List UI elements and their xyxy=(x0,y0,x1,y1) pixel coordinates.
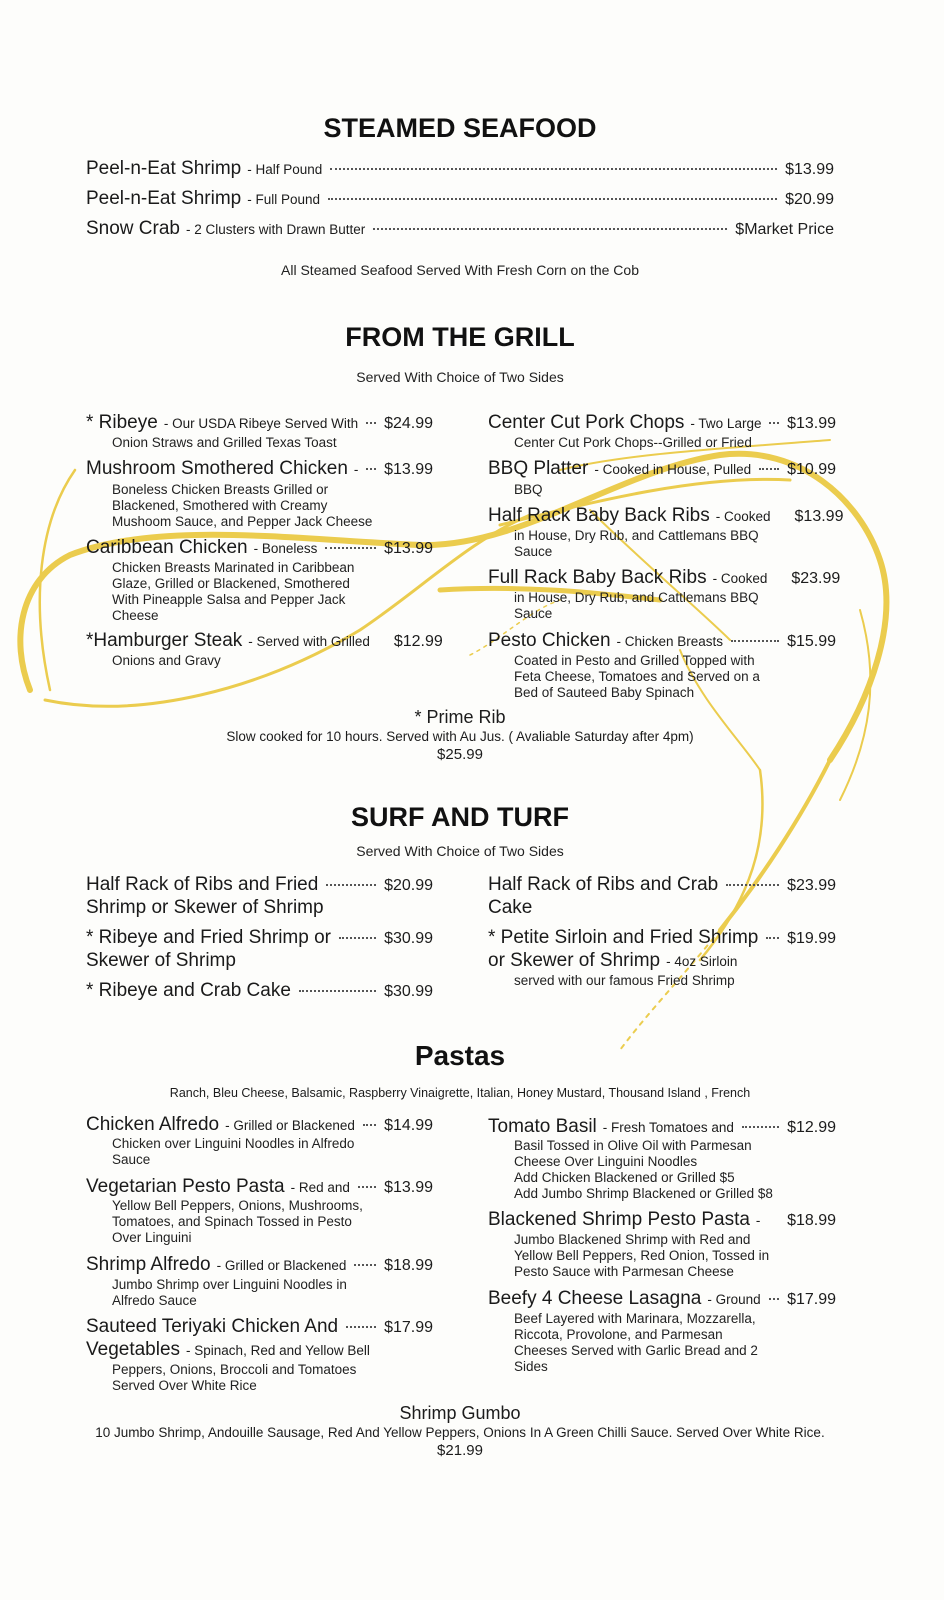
menu-item-ribeye xyxy=(86,412,433,434)
menu-item-mushroom-smothered-chicken xyxy=(86,458,433,480)
dot-leader xyxy=(328,198,777,200)
item-price: $18.99 xyxy=(384,1257,433,1274)
item-desc: - Boneless xyxy=(253,541,318,556)
menu-item-vegetarian-pesto-pasta xyxy=(86,1176,433,1198)
item-desc-line: Sides xyxy=(514,1359,548,1374)
item-desc-line: Sauce xyxy=(514,606,553,621)
item-desc-line: in House, Dry Rub, and Cattlemans BBQ xyxy=(514,528,759,543)
item-price: $17.99 xyxy=(384,1319,433,1336)
prime-rib-price: $25.99 xyxy=(437,746,483,763)
steamed-note: All Steamed Seafood Served With Fresh Corn on the Cob xyxy=(281,262,639,278)
item-desc-line: Sauce xyxy=(514,544,553,559)
item-desc: - Full Pound xyxy=(247,192,321,207)
item-name: Tomato Basil xyxy=(488,1116,597,1137)
item-desc-line: Onions and Gravy xyxy=(112,653,221,668)
item-price: $20.99 xyxy=(384,877,433,894)
item-desc-line: Glaze, Grilled or Blackened, Smothered xyxy=(112,576,350,591)
item-desc-line: Sauce xyxy=(112,1152,151,1167)
item-name: Beefy 4 Cheese Lasagna xyxy=(488,1288,702,1309)
item-name: Center Cut Pork Chops xyxy=(488,412,685,433)
item-name: Blackened Shrimp Pesto Pasta xyxy=(488,1209,750,1230)
item-name: Half Rack of Ribs and Crab xyxy=(488,874,719,895)
item-name-line2 xyxy=(86,1339,370,1361)
section-title-from-the-grill: FROM THE GRILL xyxy=(345,322,575,352)
item-name: Chicken Alfredo xyxy=(86,1114,220,1135)
dressing-options: Ranch, Bleu Cheese, Balsamic, Raspberry Vinaigrette, Italian, Honey Mustard, Thousand Island , French xyxy=(169,1086,751,1100)
item-desc-line: Alfredo Sauce xyxy=(112,1293,197,1308)
prime-rib-desc: Slow cooked for 10 hours. Served with Au Jus. ( Avaliable Saturday after 4pm) xyxy=(226,729,694,744)
item-desc-line: Cheese Over Linguini Noodles xyxy=(514,1154,698,1169)
item-price: $12.99 xyxy=(393,633,443,650)
item-name: Mushroom Smothered Chicken xyxy=(86,458,348,479)
item-desc: - Ground xyxy=(707,1292,761,1307)
item-desc: - 2 Clusters with Drawn Butter xyxy=(186,222,366,237)
menu-item-half-rack-ribs-crab-cake xyxy=(488,874,836,896)
menu-item-shrimp-alfredo xyxy=(86,1254,433,1276)
item-desc-line: Yellow Bell Peppers, Onions, Mushrooms, xyxy=(112,1198,363,1213)
dot-leader xyxy=(769,1298,779,1300)
menu-item-caribbean-chicken xyxy=(86,537,433,559)
menu-item-ribeye-crab-cake xyxy=(86,980,433,1002)
item-name-line2-text: Vegetables xyxy=(86,1339,181,1360)
item-desc: - xyxy=(353,462,359,477)
dot-leader xyxy=(768,1219,779,1221)
menu-item-half-rack-ribs-fried-shrimp xyxy=(86,874,433,896)
menu-item-pesto-chicken xyxy=(488,630,836,652)
item-desc-line: Peppers, Onions, Broccoli and Tomatoes xyxy=(112,1362,357,1377)
menu-item-peel-n-eat-shrimp-full xyxy=(86,188,834,210)
item-desc: - Our USDA Ribeye Served With xyxy=(163,416,359,431)
item-price: $19.99 xyxy=(787,930,836,947)
item-name: Vegetarian Pesto Pasta xyxy=(86,1176,285,1197)
item-name: Shrimp Alfredo xyxy=(86,1254,211,1275)
dot-leader xyxy=(378,640,386,642)
item-price: $13.99 xyxy=(384,1179,433,1196)
menu-item-beefy-4-cheese-lasagna xyxy=(488,1288,836,1310)
item-desc: - Cooked xyxy=(712,571,768,586)
item-desc: - 4oz Sirloin xyxy=(666,954,738,969)
item-price: $15.99 xyxy=(787,633,836,650)
item-desc-line: Beef Layered with Marinara, Mozzarella, xyxy=(514,1311,756,1326)
item-name: Caribbean Chicken xyxy=(86,537,248,558)
menu-item-peel-n-eat-shrimp-half xyxy=(86,158,834,180)
dot-leader xyxy=(779,515,787,517)
item-desc-line: With Pineapple Salsa and Pepper Jack xyxy=(112,592,346,607)
dot-leader xyxy=(325,547,376,549)
dot-leader xyxy=(731,640,779,642)
item-desc: - xyxy=(755,1213,761,1228)
dot-leader xyxy=(366,468,376,470)
item-desc-line: Over Linguini xyxy=(112,1230,192,1245)
item-desc-line: Add Chicken Blackened or Grilled $5 xyxy=(514,1170,735,1185)
item-desc-line: Blackened, Smothered with Creamy xyxy=(112,498,328,513)
item-desc-line: Feta Cheese, Tomatoes and Served on a xyxy=(514,669,760,684)
item-name: Sauteed Teriyaki Chicken And xyxy=(86,1316,339,1337)
item-price: $23.99 xyxy=(787,877,836,894)
shrimp-gumbo-name: Shrimp Gumbo xyxy=(399,1403,521,1423)
menu-item-hamburger-steak xyxy=(86,630,443,652)
item-price: $30.99 xyxy=(384,983,433,1000)
item-desc-line: Mushoom Sauce, and Pepper Jack Cheese xyxy=(112,514,373,529)
item-price: $13.99 xyxy=(785,161,834,178)
dot-leader xyxy=(363,1124,376,1126)
section-subtitle-surf: Served With Choice of Two Sides xyxy=(356,843,564,859)
item-price: $24.99 xyxy=(384,415,433,432)
section-title-surf-and-turf: SURF AND TURF xyxy=(351,802,569,832)
dot-leader xyxy=(766,937,779,939)
item-price: $Market Price xyxy=(735,221,834,238)
dot-leader xyxy=(726,884,779,886)
item-desc: - Grilled or Blackened xyxy=(225,1118,355,1133)
item-name: Peel-n-Eat Shrimp xyxy=(86,188,242,209)
item-name: Snow Crab xyxy=(86,218,180,239)
item-desc-line: Chicken over Linguini Noodles in Alfredo xyxy=(112,1136,355,1151)
item-desc-line: Add Jumbo Shrimp Blackened or Grilled $8 xyxy=(514,1186,773,1201)
item-name: * Ribeye xyxy=(86,412,158,433)
shrimp-gumbo-desc: 10 Jumbo Shrimp, Andouille Sausage, Red And Yellow Peppers, Onions In A Green Chilli Sauce. Served Over White Rice. xyxy=(95,1425,825,1440)
menu-item-chicken-alfredo xyxy=(86,1114,433,1136)
item-name-line2: Cake xyxy=(488,897,533,918)
item-desc-line: Pesto Sauce with Parmesan Cheese xyxy=(514,1264,734,1279)
item-price: $13.99 xyxy=(384,461,433,478)
item-desc-line: served with our famous Fried Shrimp xyxy=(514,973,735,988)
dot-leader xyxy=(299,990,376,992)
dot-leader xyxy=(346,1326,376,1328)
prime-rib-name: * Prime Rib xyxy=(414,707,506,727)
section-title-steamed-seafood: STEAMED SEAFOOD xyxy=(323,113,597,143)
item-desc-line: Jumbo Blackened Shrimp with Red and xyxy=(514,1232,751,1247)
item-desc: - Chicken Breasts xyxy=(616,634,724,649)
item-price: $14.99 xyxy=(384,1117,433,1134)
shrimp-gumbo-price: $21.99 xyxy=(437,1442,483,1459)
item-price: $20.99 xyxy=(785,191,834,208)
item-desc-line: BBQ xyxy=(514,482,543,497)
dot-leader xyxy=(326,884,376,886)
item-name: Full Rack Baby Back Ribs xyxy=(488,567,707,588)
menu-item-petite-sirloin-fried-shrimp xyxy=(488,927,836,949)
menu-item-bbq-platter xyxy=(488,458,836,480)
item-desc: - Grilled or Blackened xyxy=(216,1258,347,1273)
item-desc-line: Yellow Bell Peppers, Red Onion, Tossed in xyxy=(514,1248,770,1263)
item-desc-line: Center Cut Pork Chops--Grilled or Fried xyxy=(514,435,752,450)
item-desc-line: Bed of Sauteed Baby Spinach xyxy=(514,685,695,700)
dot-leader xyxy=(759,468,779,470)
item-desc-line: Basil Tossed in Olive Oil with Parmesan xyxy=(514,1138,752,1153)
menu-item-ribeye-fried-shrimp xyxy=(86,927,433,949)
menu-item-snow-crab xyxy=(86,218,834,240)
item-desc: - Half Pound xyxy=(247,162,323,177)
item-price: $17.99 xyxy=(787,1291,836,1308)
dot-leader xyxy=(775,577,783,579)
section-title-pastas: Pastas xyxy=(414,1040,506,1071)
item-name: * Ribeye and Fried Shrimp or xyxy=(86,927,331,948)
item-desc: - Cooked xyxy=(715,509,771,524)
item-desc-line: in House, Dry Rub, and Cattlemans BBQ xyxy=(514,590,759,605)
item-desc-line: Onion Straws and Grilled Texas Toast xyxy=(112,435,337,450)
item-desc-line: Coated in Pesto and Grilled Topped with xyxy=(514,653,755,668)
item-name: Half Rack Baby Back Ribs xyxy=(488,505,710,526)
menu-item-half-rack-baby-back-ribs xyxy=(488,505,844,527)
item-desc: - Served with Grilled xyxy=(248,634,370,649)
item-desc-line: Cheese xyxy=(112,608,159,623)
item-name: BBQ Platter xyxy=(488,458,589,479)
item-name-line2: Shrimp or Skewer of Shrimp xyxy=(86,897,324,918)
menu-item-center-cut-pork-chops xyxy=(488,412,836,434)
menu-item-tomato-basil xyxy=(488,1116,836,1138)
dot-leader xyxy=(339,937,376,939)
item-desc: - Red and xyxy=(290,1180,350,1195)
item-desc: - Spinach, Red and Yellow Bell xyxy=(186,1343,370,1358)
section-subtitle-grill: Served With Choice of Two Sides xyxy=(356,369,564,385)
item-desc-line: Served Over White Rice xyxy=(112,1378,257,1393)
menu-item-sauteed-teriyaki-chicken xyxy=(86,1316,433,1338)
item-price: $13.99 xyxy=(384,540,433,557)
item-name: Pesto Chicken xyxy=(488,630,611,651)
item-desc: - Fresh Tomatoes and xyxy=(602,1120,734,1135)
item-price: $13.99 xyxy=(794,508,844,525)
item-name: * Ribeye and Crab Cake xyxy=(86,980,291,1001)
item-name: * Petite Sirloin and Fried Shrimp xyxy=(488,927,759,948)
item-price: $13.99 xyxy=(787,415,836,432)
dot-leader xyxy=(373,228,727,230)
item-price: $23.99 xyxy=(791,570,841,587)
item-name-line2 xyxy=(488,950,737,972)
item-desc-line: Tomatoes, and Spinach Tossed in Pesto xyxy=(112,1214,352,1229)
item-price: $10.99 xyxy=(787,461,836,478)
dot-leader xyxy=(354,1264,376,1266)
dot-leader xyxy=(358,1186,376,1188)
item-name: Half Rack of Ribs and Fried xyxy=(86,874,319,895)
dot-leader xyxy=(330,168,777,170)
item-price: $18.99 xyxy=(787,1212,836,1229)
item-price: $12.99 xyxy=(787,1119,836,1136)
item-desc-line: Jumbo Shrimp over Linguini Noodles in xyxy=(112,1277,347,1292)
menu-item-blackened-shrimp-pesto-pasta xyxy=(488,1209,836,1231)
item-name: Peel-n-Eat Shrimp xyxy=(86,158,242,179)
item-desc-line: Chicken Breasts Marinated in Caribbean xyxy=(112,560,355,575)
dot-leader xyxy=(366,422,376,424)
item-name-line2: Skewer of Shrimp xyxy=(86,950,236,971)
dot-leader xyxy=(769,422,779,424)
item-desc-line: Cheeses Served with Garlic Bread and 2 xyxy=(514,1343,758,1358)
item-desc: - Two Large xyxy=(690,416,762,431)
item-name: *Hamburger Steak xyxy=(86,630,243,651)
item-name-line2-text: or Skewer of Shrimp xyxy=(488,950,661,971)
item-price: $30.99 xyxy=(384,930,433,947)
menu-item-full-rack-baby-back-ribs xyxy=(488,567,841,589)
item-desc-line: Riccota, Provolone, and Parmesan xyxy=(514,1327,723,1342)
item-desc: - Cooked in House, Pulled xyxy=(594,462,752,477)
dot-leader xyxy=(742,1126,779,1128)
item-desc-line: Boneless Chicken Breasts Grilled or xyxy=(112,482,329,497)
